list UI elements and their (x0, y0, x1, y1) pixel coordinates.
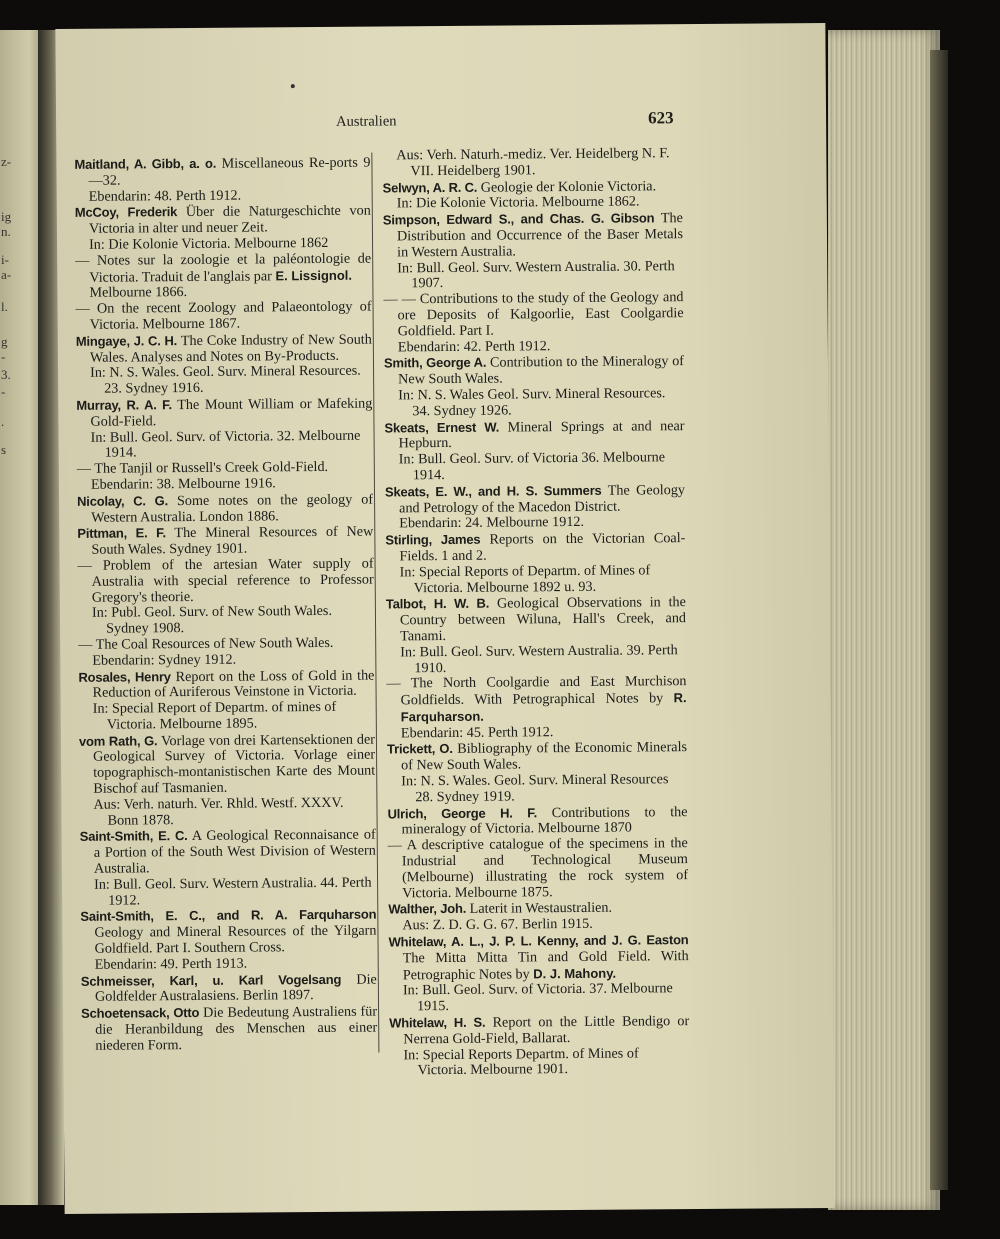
entry-title: — — Contributions to the study of the Geology and ore Deposits of Kalgoorlie, East Coolgardie Goldfield. Part I. (383, 289, 684, 340)
page-number: 623 (647, 108, 674, 128)
entry-title-line (384, 353, 684, 388)
entry-author: Selwyn, A. R. C. (382, 179, 478, 196)
entry-title-line (79, 731, 375, 798)
entry-author: Stirling, James (385, 531, 481, 548)
bibliography-entry (383, 210, 684, 292)
facing-page-fragment: - (1, 349, 6, 364)
entry-source: In: N. S. Wales. Geol. Surv. Mineral Resources. 23. Sydney 1916. (89, 363, 361, 397)
entry-title: — The North Coolgardie and East Murchison Goldfields. With Petrographical Notes by (386, 673, 687, 709)
entry-title: A Geological Reconnaisance of a Portion of the South West Division of Western Australia. (93, 827, 376, 877)
entry-author: Pittman, E. F. (77, 525, 166, 542)
entry-source: In: Bull. Geol. Surv. of Victoria 36. Melbourne 1914. (398, 449, 666, 484)
bibliography-entry (75, 251, 371, 302)
entry-author: Schoetensack, Otto (81, 1005, 200, 1022)
entry-title: The Mitta Mitta Tin and Gold Field. With Petrographic Notes by (402, 947, 689, 983)
entry-source: Aus: Verh. naturh. Ver. Rhld. Westf. XXXV. Bonn 1878. (93, 794, 344, 829)
entry-author: McCoy, Frederik (74, 204, 178, 221)
entry-title: Geologie der Kolonie Victoria. (477, 177, 657, 196)
entry-source: Aus: Z. D. G. G. 67. Berlin 1915. (402, 916, 593, 934)
bibliography-entry (78, 556, 375, 637)
entry-title-line (76, 300, 372, 334)
bibliography-entry (77, 460, 373, 494)
bibliography-entry (388, 932, 689, 1015)
bibliography-entry (76, 331, 372, 398)
facing-page-fragment: 3. (1, 367, 11, 382)
bibliography-entry (389, 1013, 689, 1080)
entry-title: The Coke Industry of New South Wales. Analyses and Notes on By-Products. (89, 331, 372, 366)
entry-title-line (76, 331, 372, 366)
facing-page-fragment: - (1, 384, 6, 399)
entry-title-line (75, 251, 371, 286)
entry-contributor: D. J. Mahony. (533, 965, 617, 981)
bibliography-entry (78, 667, 374, 734)
entry-title: — Problem of the artesian Water supply of Australia with special reference to Professor Gregory's theorie. (77, 555, 374, 606)
entry-author: Rosales, Henry (78, 668, 171, 685)
page-speck (291, 84, 295, 88)
entry-title: Die Goldfelder Australasiens. Berlin 1897. (94, 971, 377, 1006)
entry-source: In: Die Kolonie Victoria. Melbourne 1862 (88, 234, 329, 253)
entry-author: Mingaye, J. C. H. (75, 332, 178, 349)
entry-source: Ebendarin: 49. Perth 1913. (94, 955, 248, 973)
bibliography-entry (79, 731, 376, 829)
entry-author: Whitelaw, H. S. (389, 1014, 486, 1031)
entry-title: Contributions to the mineralogy of Victoria. Melbourne 1870 (401, 803, 688, 838)
entry-source: In: Bull. Geol. Surv. of Victoria. 32. Melbourne 1914. (90, 427, 361, 462)
facing-page-fragment: i- (1, 252, 9, 267)
entry-title-line (77, 524, 373, 559)
bibliography-entry (387, 804, 687, 839)
entry-title: Report on the Loss of Gold in the Reduction of Auriferous Veinstone in Victoria. (92, 667, 375, 702)
entry-source: Ebendarin: 42. Perth 1912. (397, 337, 551, 355)
bibliography-entry (385, 530, 685, 597)
entry-title-line (386, 594, 686, 645)
facing-page-text-fragments (0, 125, 14, 485)
entry-title: Bibliography of the Economic Minerals of New South Wales. (401, 739, 688, 774)
bibliography-entry (382, 146, 682, 180)
entry-source: Ebendarin: Sydney 1912. (92, 651, 237, 669)
entry-author: Maitland, A. Gibb, a. o. (74, 155, 217, 172)
facing-page-fragment: ig (1, 209, 12, 224)
entry-title: — Notes sur la zoologie et la paléontologie de Victoria. Traduit de l'anglais par (75, 250, 372, 286)
entry-title: — A descriptive catalogue of the specimens in the Industrial and Technological Museum (Melbourne) illustrating the rock system of Victoria. Melbourne 1875. (387, 835, 689, 902)
page-block-shadow (930, 50, 948, 1190)
entry-source: In: Special Reports Departm. of Mines of Victoria. Melbourne 1901. (403, 1045, 639, 1079)
entry-author: Schmeisser, Karl, u. Karl Vogelsang (80, 971, 342, 989)
running-head: Australien (336, 113, 397, 130)
entry-title: Reports on the Victorian Coal-Fields. 1 and 2. (399, 530, 686, 565)
entry-title-line (388, 836, 688, 902)
facing-page-fragment: n. (1, 224, 11, 239)
bibliography-entry (383, 178, 683, 213)
entry-title-line (389, 1013, 689, 1048)
entry-author: Saint-Smith, E. C. (79, 828, 188, 845)
bibliography-entry (384, 418, 684, 485)
entry-title-line (81, 971, 377, 1006)
entry-title-line (383, 210, 683, 261)
entry-title: — The Coal Resources of New South Wales. (78, 634, 334, 653)
entry-author: Skeats, E. W., and H. S. Summers (384, 482, 602, 500)
book-page (55, 23, 834, 1214)
entry-title-line (74, 155, 370, 190)
entry-source: In: Special Report of Departm. of mines of Victoria. Melbourne 1895. (92, 698, 337, 733)
bibliography-entry (76, 396, 372, 463)
left-column (74, 155, 377, 1055)
entry-author: Whitelaw, A. L., J. P. L. Kenny, and J. G. Easton (388, 932, 689, 950)
bibliography-entry (76, 300, 372, 334)
entry-author: vom Rath, G. (78, 732, 158, 749)
entry-source: Melbourne 1866. (89, 284, 188, 302)
entry-contributor: R. Farquharson. (400, 690, 687, 725)
entry-author: Trickett, O. (386, 741, 453, 757)
entry-title: Report on the Little Bendigo or Nerrena Gold-Field, Ballarat. (403, 1013, 690, 1048)
entry-title-line (81, 1004, 377, 1055)
entry-title-line (76, 396, 372, 431)
right-column (382, 146, 689, 1080)
entry-title: Geology and Mineral Resources of the Yilgarn Goldfield. Part I. Southern Cross. (94, 922, 377, 957)
entry-contributor: E. Lissignol. (275, 267, 353, 283)
entry-title-line (386, 674, 686, 726)
facing-page-fragment: a- (1, 267, 12, 282)
entry-source: In: N. S. Wales. Geol. Surv. Mineral Resources 28. Sydney 1919. (401, 771, 669, 806)
bibliography-entry (80, 827, 377, 909)
entry-title-line (385, 530, 685, 565)
entry-author: Murray, R. A. F. (76, 397, 172, 413)
entry-source: Ebendarin: 48. Perth 1912. (88, 187, 242, 205)
entry-author: Talbot, H. W. B. (385, 595, 490, 612)
bibliography-entry (77, 524, 373, 559)
entry-source: Ebendarin: 38. Melbourne 1916. (90, 475, 276, 493)
bibliography-entry (387, 740, 687, 807)
entry-author: Nicolay, C. G. (77, 492, 169, 509)
facing-page-fragment: l. (1, 299, 8, 314)
entry-title: The Mount William or Mafeking Gold-Field. (90, 395, 373, 430)
entry-title: Some notes on the geology of Western Australia. London 1886. (91, 491, 374, 526)
entry-author: Walther, Joh. (388, 901, 467, 917)
entry-author: Simpson, Edward S., and Chas. G. Gibson (382, 210, 655, 228)
bibliography-entry (75, 203, 371, 254)
bibliography-entry (74, 155, 370, 206)
entry-source: In: Publ. Geol. Surv. of New South Wales. Sydney 1908. (91, 603, 333, 637)
bibliography-entry (384, 353, 684, 420)
entry-title-line (383, 290, 683, 340)
entry-source: In: Special Reports of Departm. of Mines of Victoria. Melbourne 1892 u. 93. (399, 562, 651, 596)
page-block-edge (828, 30, 940, 1210)
entry-title-line (75, 203, 371, 238)
entry-title-line (384, 418, 684, 453)
entry-author: Skeats, Ernest W. (384, 419, 500, 436)
entry-title-line (77, 491, 373, 526)
entry-source: Ebendarin: 24. Melbourne 1912. (399, 514, 585, 532)
bibliography-entry (385, 482, 685, 533)
entry-title: Über die Naturgeschichte von Victoria in alter und neuer Zeit. (88, 202, 371, 237)
entry-source: In: Bull. Geol. Surv. Western Australia. 44. Perth 1912. (94, 874, 372, 909)
entry-title-line (78, 667, 374, 702)
entry-title: Die Bedeutung Australiens für die Heranbildung des Menschen aus einer niederen Form. (95, 1003, 378, 1054)
entry-source: Ebendarin: 45. Perth 1912. (400, 723, 554, 742)
entry-source: In: N. S. Wales Geol. Surv. Mineral Resources. 34. Sydney 1926. (398, 385, 666, 419)
entry-title: — The Tanjil or Russell's Creek Gold-Field. (76, 459, 329, 478)
bibliography-entry (386, 674, 687, 742)
entry-source: Aus: Verh. Naturh.-mediz. Ver. Heidelberg N. F. VII. Heidelberg 1901. (396, 145, 670, 180)
entry-author: Smith, George A. (383, 355, 487, 371)
entry-source: In: Bull. Geol. Surv. Western Australia. 30. Perth 1907. (397, 257, 675, 292)
entry-title: Vorlage von drei Kartensektionen der Geological Survey of Victoria. Vorlage einer topographisch-montanistischen Karte des Mount Bischof auf Tasmanien. (93, 731, 376, 797)
entry-title-line (80, 907, 376, 958)
entry-title: Miscellaneous Re-ports 9—32. (88, 154, 371, 189)
entry-title-line (387, 804, 687, 839)
bibliography-entry (386, 594, 687, 676)
entry-title: Geological Observations in the Country between Wiluna, Hall's Creek, and Tanami. (399, 594, 687, 645)
facing-page-fragment: s (1, 442, 7, 457)
bibliography-entry (388, 836, 688, 902)
entry-author: Saint-Smith, E. C., and R. A. Farquharson (80, 907, 377, 925)
entry-source: In: Die Kolonie Victoria. Melbourne 1862. (396, 193, 640, 212)
facing-page-fragment: g (1, 334, 8, 349)
facing-page-fragment: z- (1, 154, 12, 169)
bibliography-entry (80, 907, 376, 974)
entry-title-line (387, 740, 687, 775)
entry-title: Contribution to the Mineralogy of New South Wales. (398, 353, 685, 388)
entry-title: Laterit in Westaustralien. (466, 900, 613, 918)
facing-page-fragment: . (1, 414, 5, 429)
bibliography-entry (77, 491, 373, 526)
entry-title-line (388, 932, 688, 984)
bibliography-entry (383, 290, 683, 356)
bibliography-entry (81, 971, 377, 1006)
entry-title: Mineral Springs at and near Hepburn. (398, 417, 685, 452)
entry-title-line (78, 556, 374, 606)
bibliography-entry (81, 1004, 377, 1055)
bibliography-entry (78, 635, 374, 669)
entry-title-line (385, 482, 685, 517)
entry-title: — On the recent Zoology and Palaeontology of Victoria. Melbourne 1867. (75, 298, 372, 333)
entry-source: In: Bull. Geol. Surv. of Victoria. 37. Melbourne 1915. (402, 980, 673, 1015)
bibliography-entry (388, 900, 688, 935)
entry-author: Ulrich, George H. F. (387, 804, 538, 822)
entry-title: The Geology and Petrology of the Macedon District. (399, 481, 686, 516)
entry-title: The Distribution and Occurrence of the Baser Metals in Western Australia. (396, 210, 684, 261)
entry-source: In: Bull. Geol. Surv. Western Australia. 39. Perth 1910. (400, 641, 678, 676)
entry-title-line (80, 827, 376, 878)
entry-title: The Mineral Resources of New South Wales. Sydney 1901. (91, 523, 374, 558)
